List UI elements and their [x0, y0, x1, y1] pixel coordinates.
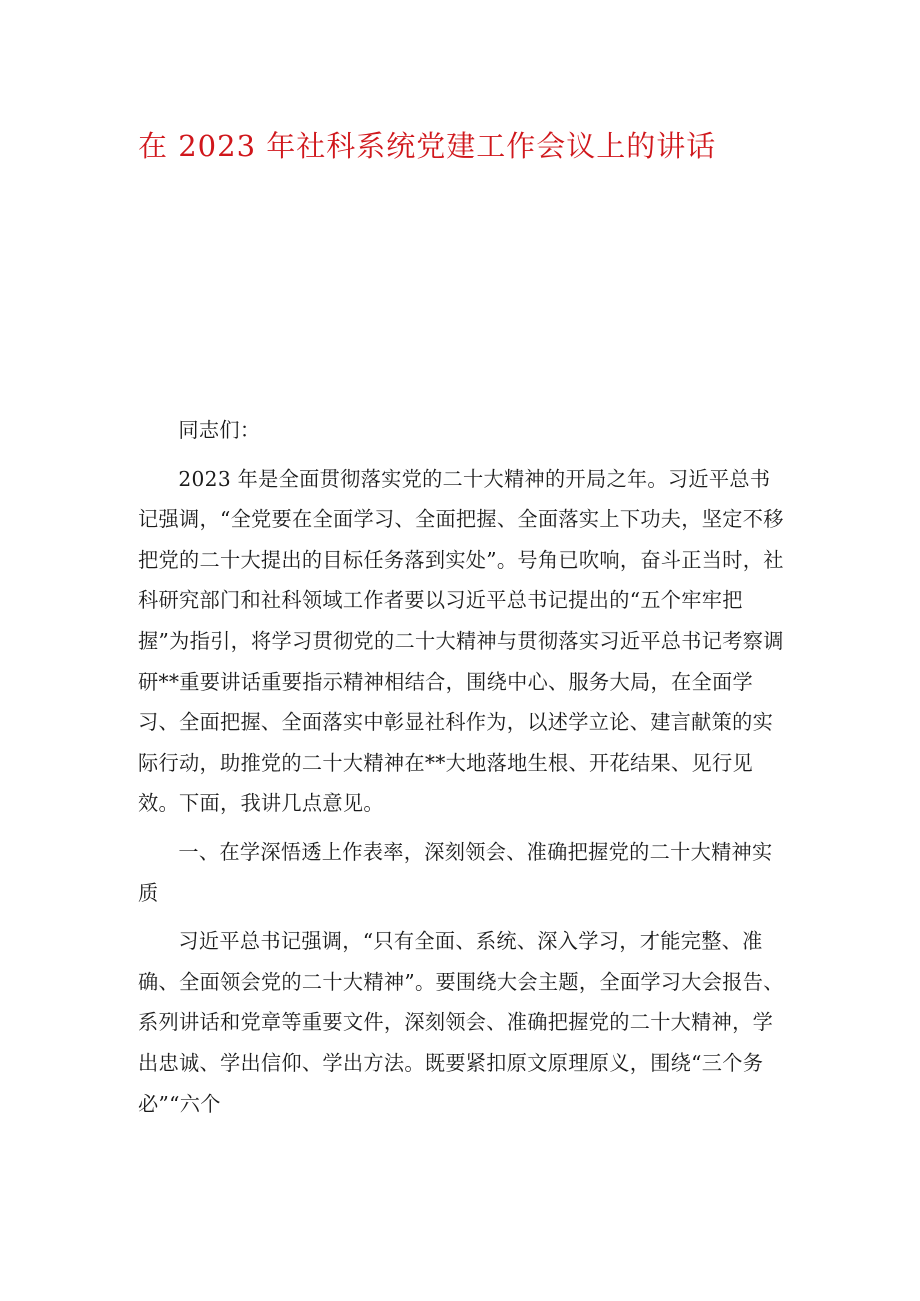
paragraph-opening: 2023 年是全面贯彻落实党的二十大精神的开局之年。习近平总书记强调，“全党要在全面学习、全面把握、全面落实上下功夫，坚定不移把党的二十大提出的目标任务落到实处”。号角已吹响，奋斗正当时，社科研究部门和社科领域工作者要以习近平总书记提出的“五个牢牢把握”为指引，将学习贯彻党的二十大精神与贯彻落实习近平总书记考察调研**重要讲话重要指示精神相结合，围绕中心、服务大局，在全面学习、全面把握、全面落实中彰显社科作为，以述学立论、建言献策的实际行动，助推党的二十大精神在**大地落地生根、开花结果、见行见效。下面，我讲几点意见。: [138, 466, 784, 816]
document-body: [138, 410, 788, 1124]
paragraph-section-one: 习近平总书记强调，“只有全面、系统、深入学习，才能完整、准确、全面领会党的二十大精神”。要围绕大会主题，全面学习大会报告、系列讲话和党章等重要文件，深刻领会、准确把握党的二十大精神，学出忠诚、学出信仰、学出方法。既要紧扣原文原理原义，围绕“三个务必”“六个: [138, 929, 784, 1116]
section-heading-one: 一、在学深悟透上作表率，深刻领会、准确把握党的二十大精神实质: [138, 839, 773, 905]
greeting: 同志们：: [178, 418, 261, 442]
document-title: 在 2023 年社科系统党建工作会议上的讲话: [138, 129, 717, 163]
